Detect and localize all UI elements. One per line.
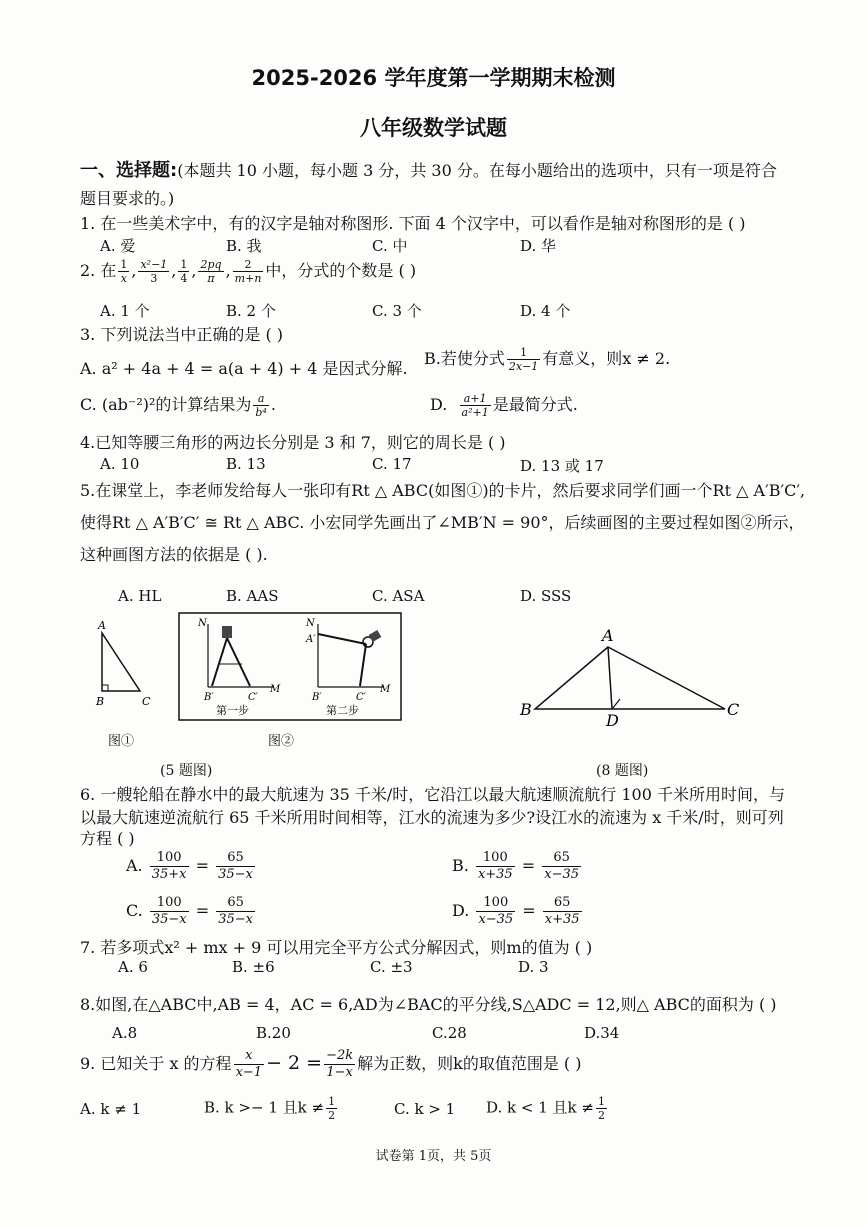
q4-option-a: A. 10: [100, 455, 140, 473]
q7-option-b: B. ±6: [232, 958, 275, 976]
q2-frac-5: $\frac{2}{m+n}$: [234, 258, 262, 285]
q7-option-c: C. ±3: [370, 958, 413, 976]
q8-figure-caption: (8 题图): [596, 763, 649, 779]
q2-option-a: A. 1 个: [100, 302, 150, 320]
q2-option-b: B. 2 个: [226, 302, 276, 320]
q6-option-a: A. $\frac{100}{35+x}$ = $\frac{65}{35-x}$: [126, 850, 253, 882]
q2-frac-2: $\frac{\text{x²−1}}{3}$: [140, 258, 168, 285]
q2-prefix: 2. 在: [80, 261, 117, 280]
q5-option-d: D. SSS: [520, 587, 572, 605]
q1-option-d: D. 华: [520, 237, 557, 255]
q9-stem: 9. 已知关于 x 的方程 $\frac{x}{x-1}$ − 2 = $\frac{-2k}{1-x}$ 解为正数，则k的取值范围是 ( ): [80, 1048, 582, 1080]
figure-2-caption: 图②: [268, 734, 295, 749]
q9-option-c: C. k > 1: [394, 1100, 456, 1118]
q3-stem: 3. 下列说法当中正确的是 ( ): [80, 325, 284, 344]
q3-option-d: D. $\frac{a+1}{\text{a²+1}}$ 是最简分式.: [430, 392, 578, 419]
fig1-label-b: B: [96, 695, 105, 708]
q5-option-a: A. HL: [118, 587, 162, 605]
q6-option-c: C. $\frac{100}{35-x}$ = $\frac{65}{35-x}$: [126, 895, 253, 927]
step1-label-m: M: [270, 684, 281, 695]
q4-option-c: C. 17: [372, 455, 412, 473]
q6-option-d: D. $\frac{100}{x-35}$ = $\frac{65}{x+35}$: [452, 895, 580, 927]
q3-b-frac: $\frac{1}{2x-1}$: [508, 346, 539, 373]
q2-frac-3: $\frac{1}{4}$: [180, 258, 188, 285]
q5-line-1: 5.在课堂上，李老师发给每人一张印有Rt △ ABC(如图①)的卡片，然后要求同学们画一个Rt △ A′B′C′,: [80, 481, 806, 500]
section-instruction-cont: 题目要求的。): [80, 189, 175, 208]
step2-label-cp: C′: [356, 692, 366, 703]
q2-option-d: D. 4 个: [520, 302, 571, 320]
q9-option-b: B. k >− 1 且k ≠ $\frac{1}{2}$: [204, 1095, 336, 1122]
section-heading-row: [80, 156, 777, 182]
step1-label-bp: B′: [204, 692, 214, 703]
section-instruction: (本题共 10 小题，每小题 3 分，共 30 分。在每小题给出的选项中，只有一项是符合: [177, 161, 777, 180]
q2-option-c: C. 3 个: [372, 302, 422, 320]
q4-stem: 4.已知等腰三角形的两边长分别是 3 和 7，则它的周长是 ( ): [80, 433, 506, 452]
step2-label-m: M: [380, 684, 391, 695]
q5-figure-caption: (5 题图): [160, 763, 213, 779]
section-heading: 一、选择题:: [80, 160, 178, 181]
q4-option-d: D. 13 或 17: [520, 457, 604, 475]
q3-d-frac: $\frac{a+1}{\text{a²+1}}$: [461, 392, 489, 419]
q6-line-2: 以最大航速逆流航行 65 千米所用时间相等，江水的流速为多少?设江水的流速为 x 千米/时，则可列: [80, 808, 784, 827]
figure-8-triangle: [510, 625, 750, 730]
fig1-label-a: A: [98, 619, 106, 632]
step2-label-n: N: [306, 618, 315, 629]
fig8-label-d: D: [606, 711, 619, 730]
q3-option-c: C. (ab⁻²)²的计算结果为 $\frac{a}{\text{b⁴}}$ .: [80, 392, 276, 419]
q2-frac-1: $\frac{1}{x}$: [120, 258, 128, 285]
step2-label-bp: B′: [312, 692, 322, 703]
q7-option-d: D. 3: [518, 958, 549, 976]
q8-stem: 8.如图,在△ABC中,AB = 4，AC = 6,AD为∠BAC的平分线,S△ADC = 12,则△ ABC的面积为 ( ): [80, 995, 777, 1014]
q5-option-b: B. AAS: [226, 587, 279, 605]
q8-option-d: D.34: [584, 1024, 620, 1042]
q9-frac-2: $\frac{-2k}{1-x}$: [326, 1048, 354, 1080]
q8-option-a: A.8: [112, 1024, 138, 1042]
step1-label-cp: C′: [248, 692, 258, 703]
q9-frac-1: $\frac{x}{x-1}$: [235, 1048, 263, 1080]
q9-option-d: D. k < 1 且k ≠ $\frac{1}{2}$: [486, 1095, 605, 1122]
step2-caption: 第二步: [326, 704, 359, 717]
q5-line-3: 这种画图方法的依据是 ( ).: [80, 545, 268, 564]
q2-suffix: 中，分式的个数是 ( ): [265, 261, 417, 280]
figure-1-triangle: [90, 615, 165, 710]
q3-option-a: A. a² + 4a + 4 = a(a + 4) + 4 是因式分解.: [80, 359, 408, 378]
figure-1-caption: 图①: [108, 734, 135, 749]
q7-option-a: A. 6: [118, 958, 148, 976]
q6-option-b: B. $\frac{100}{x+35}$ = $\frac{65}{x-35}$: [452, 850, 580, 882]
q5-line-2: 使得Rt △ A′B′C′ ≅ Rt △ ABC. 小宏同学先画出了∠MB′N = 90°，后续画图的主要过程如图②所示，: [80, 513, 805, 532]
q5-option-c: C. ASA: [372, 587, 425, 605]
q1-option-b: B. 我: [226, 237, 262, 255]
q1-stem: 1. 在一些美术字中，有的汉字是轴对称图形. 下面 4 个汉字中，可以看作是轴对称图形的是 ( ): [80, 214, 746, 233]
q1-option-c: C. 中: [372, 237, 408, 255]
step1-caption: 第一步: [216, 704, 249, 717]
q2-stem: 2. 在 $\frac{1}{x}$ , $\frac{\text{x²−1}}{3}$ , $\frac{1}{4}$ , $\frac{2pq}{\pi}$ , $\frac{2}{m+n}$ 中，分式的个数是 ( ): [80, 258, 417, 285]
q6-line-1: 6. 一艘轮船在静水中的最大航速为 35 千米/时，它沿江以最大航速顺流航行 100 千米所用时间，与: [80, 785, 785, 804]
fig8-label-b: B: [520, 700, 532, 719]
q9-option-a: A. k ≠ 1: [80, 1100, 142, 1118]
q2-frac-4: $\frac{2pq}{\pi}$: [200, 258, 222, 285]
q8-option-b: B.20: [256, 1024, 291, 1042]
page-number: 试卷第 1页，共 5页: [375, 1149, 492, 1164]
q4-option-b: B. 13: [226, 455, 266, 473]
q1-option-a: A. 爱: [100, 237, 136, 255]
fig8-label-c: C: [727, 700, 740, 719]
q6-line-3: 方程 ( ): [80, 829, 135, 848]
step2-label-ap: A′: [306, 634, 316, 645]
step1-label-n: N: [198, 618, 207, 629]
q7-stem: 7. 若多项式x² + mx + 9 可以用完全平方公式分解因式，则m的值为 ( ): [80, 938, 593, 957]
fig1-label-c: C: [142, 695, 151, 708]
q3-c-frac: $\frac{a}{\text{b⁴}}$: [255, 392, 267, 419]
exam-subtitle: 八年级数学试题: [360, 116, 507, 140]
q3-option-b: B.若使分式 $\frac{1}{2x-1}$ 有意义，则x ≠ 2.: [424, 346, 671, 373]
fig8-label-a: A: [602, 626, 614, 645]
q8-option-c: C.28: [432, 1024, 467, 1042]
exam-title: 2025-2026 学年度第一学期期末检测: [251, 66, 616, 90]
figure-2-construction: [178, 612, 402, 722]
